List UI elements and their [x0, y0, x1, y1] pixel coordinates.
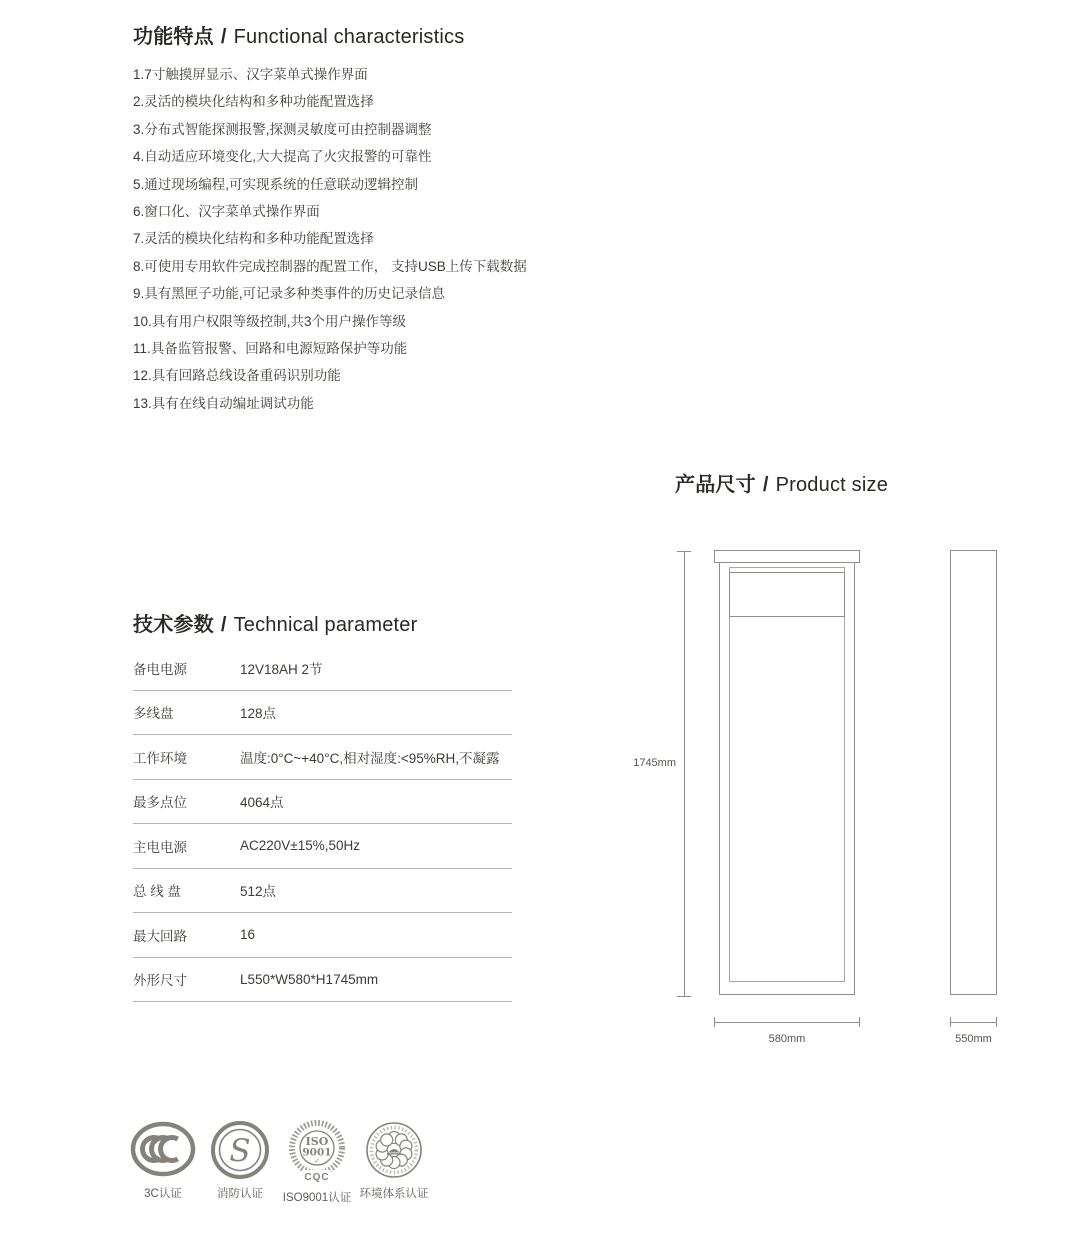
height-dim-label: 1745mm — [633, 757, 676, 769]
spec-value: 温度:0°C~+40°C,相对湿度:<95%RH,不凝露 — [240, 750, 500, 766]
functional-title-zh: 功能特点 — [133, 26, 214, 48]
spec-row — [133, 869, 512, 914]
spec-row — [133, 735, 512, 780]
spec-value: 12V18AH 2节 — [240, 661, 323, 677]
spec-label: 最大回路 — [133, 928, 187, 944]
product-size-title-zh: 产品尺寸 — [675, 474, 756, 496]
spec-row — [133, 824, 512, 869]
cert-label: ISO9001认证 — [282, 1192, 352, 1204]
feature-item: 3.分布式智能探测报警,探测灵敏度可由控制器调整 — [133, 121, 432, 137]
cert-label: 3C认证 — [144, 1188, 182, 1200]
height-dim-tick-bottom — [677, 996, 691, 997]
spec-label: 备电电源 — [133, 661, 187, 677]
feature-item: 4.自动适应环境变化,大大提高了火灾报警的可靠性 — [133, 149, 432, 165]
title-separator: / — [220, 26, 227, 48]
spec-value: L550*W580*H1745mm — [240, 971, 379, 987]
tech-title-en: Technical parameter — [233, 614, 418, 636]
cabinet-front-door — [729, 567, 845, 982]
spec-label: 主电电源 — [133, 839, 187, 855]
spec-value: 128点 — [240, 706, 277, 722]
spec-value: AC220V±15%,50Hz — [240, 838, 360, 854]
feature-item: 12.具有回路总线设备重码识别功能 — [133, 368, 341, 384]
cert-label: 环境体系认证 — [359, 1188, 429, 1200]
width-dim-line — [714, 1022, 860, 1023]
functional-title — [133, 20, 464, 49]
spec-row — [133, 646, 512, 691]
spec-row — [133, 691, 512, 736]
svg-text:9001: 9001 — [302, 1146, 332, 1159]
feature-item: 9.具有黑匣子功能,可记录多种类事件的历史记录信息 — [133, 286, 446, 302]
spec-label: 最多点位 — [133, 795, 187, 811]
spec-value: 512点 — [240, 884, 277, 900]
spec-label: 工作环境 — [133, 750, 187, 766]
env-cert-icon — [364, 1120, 424, 1180]
feature-item: 6.窗口化、汉字菜单式操作界面 — [133, 204, 320, 220]
depth-dim-line — [950, 1022, 997, 1023]
feature-item: 5.通过现场编程,可实现系统的任意联动逻辑控制 — [133, 176, 419, 192]
spec-value: 4064点 — [240, 795, 284, 811]
svg-text:CQC: CQC — [304, 1172, 330, 1183]
width-dim-tick-right — [859, 1017, 860, 1027]
feature-item: 10.具有用户权限等级控制,共3个用户操作等级 — [133, 313, 407, 329]
spec-value: 16 — [240, 927, 256, 943]
svg-text:ISO: ISO — [305, 1135, 329, 1148]
feature-item: 7.灵活的模块化结构和多种功能配置选择 — [133, 231, 374, 247]
feature-item: 11.具备监管报警、回路和电源短路保护等功能 — [133, 341, 408, 357]
svg-text:✓: ✓ — [314, 1157, 320, 1165]
tech-title — [133, 608, 417, 637]
cert-item — [349, 1120, 439, 1201]
fire-cert-s-letter: S — [229, 1133, 251, 1169]
depth-dim-label: 550mm — [955, 1033, 992, 1045]
spec-row — [133, 780, 512, 825]
cabinet-front-screen — [729, 572, 845, 617]
spec-label: 总 线 盘 — [133, 884, 182, 900]
ccc-icon — [128, 1120, 198, 1180]
title-separator: / — [220, 614, 227, 636]
depth-dim-tick-right — [996, 1017, 997, 1027]
title-separator: / — [762, 474, 769, 496]
tech-title-zh: 技术参数 — [133, 614, 214, 636]
height-dim-line — [684, 551, 685, 997]
cert-label: 消防认证 — [217, 1188, 263, 1200]
spec-row — [133, 958, 512, 1003]
functional-title-en: Functional characteristics — [233, 26, 465, 48]
feature-item: 1.7寸触摸屏显示、汉字菜单式操作界面 — [133, 67, 368, 82]
width-dim-label: 580mm — [768, 1033, 806, 1045]
spec-row — [133, 913, 512, 958]
iso9001-icon — [287, 1120, 347, 1184]
fire-cert-icon — [210, 1120, 270, 1180]
product-size-title — [675, 468, 888, 497]
product-size-title-en: Product size — [775, 474, 889, 496]
feature-item: 8.可使用专用软件完成控制器的配置工作， 支持USB上传下载数据 — [133, 258, 527, 274]
feature-item: 13.具有在线自动编址调试功能 — [133, 395, 314, 411]
spec-label: 多线盘 — [133, 706, 174, 722]
feature-list — [133, 61, 653, 417]
spec-label: 外形尺寸 — [133, 973, 187, 989]
feature-item: 2.灵活的模块化结构和多种功能配置选择 — [133, 94, 374, 110]
spec-table — [133, 646, 512, 1002]
cabinet-side-body — [950, 550, 997, 995]
